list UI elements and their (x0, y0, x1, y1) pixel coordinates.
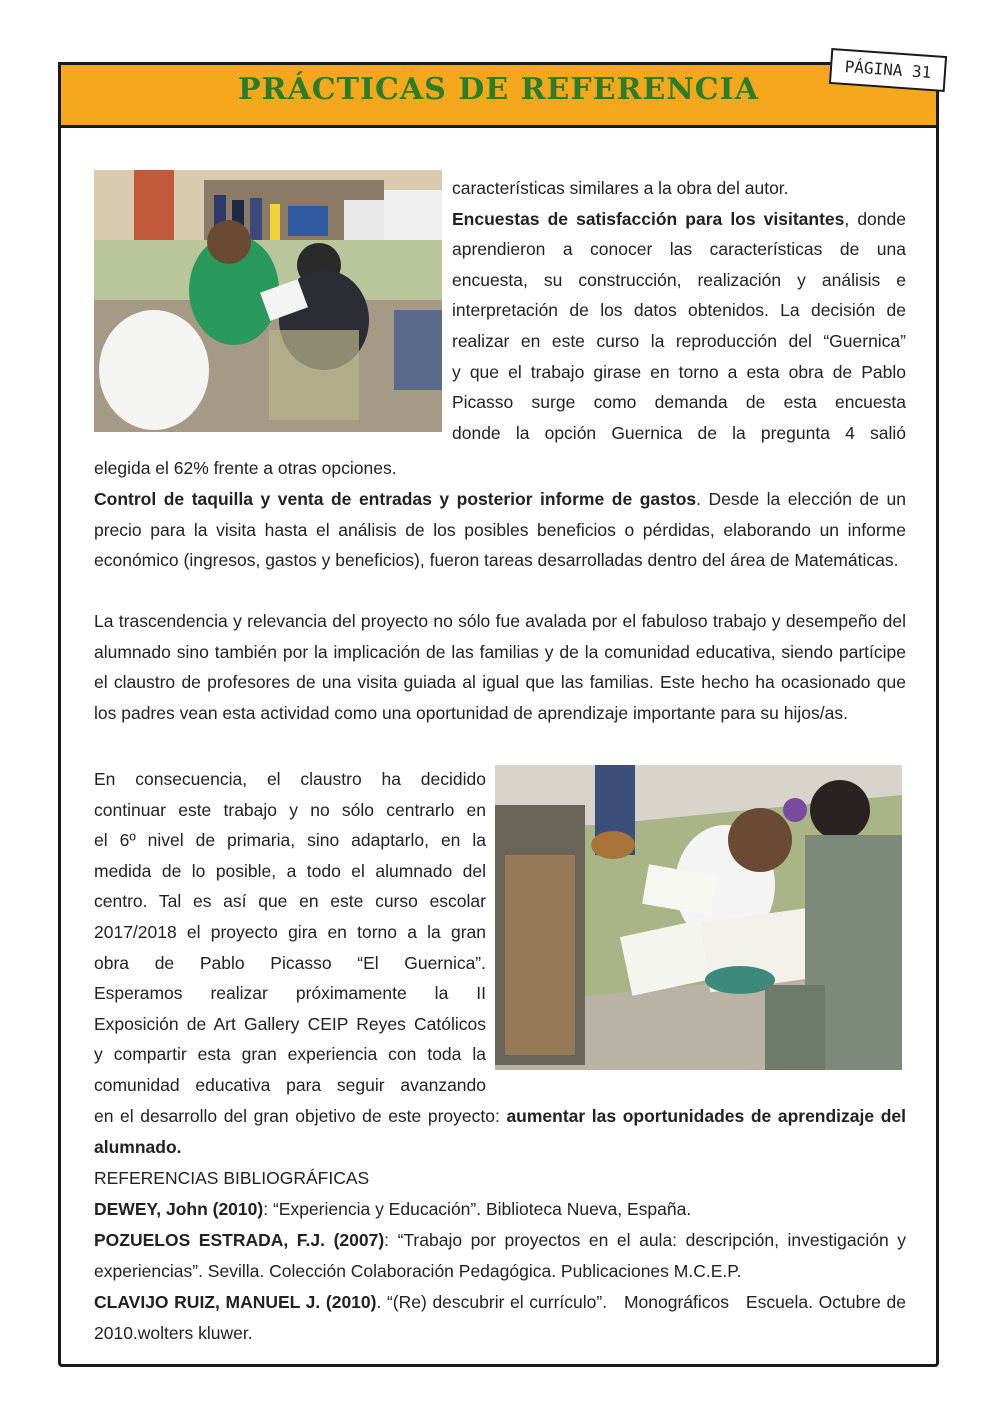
reference-item (94, 1287, 911, 1348)
page-title: PRÁCTICAS DE REFERENCIA (238, 72, 759, 107)
intro-line: características similares a la obra del autor. (452, 178, 789, 198)
reference-author: CLAVIJO RUIZ, MANUEL J. (2010) (94, 1292, 377, 1312)
survey-line-3: encuesta, su construcción, realización y análisis e (452, 269, 906, 290)
photo-2-illustration (495, 765, 902, 1070)
photo-1-illustration (94, 170, 442, 432)
consequence-line-4: medida de lo posible, a todo el alumnado del (94, 860, 486, 881)
consequence-conclusion (94, 1101, 906, 1162)
reference-item (94, 1225, 906, 1286)
survey-line-4: interpretación de los datos obtenidos. La decisión de (452, 300, 906, 321)
consequence-line-5: centro. Tal es así que en este curso escolar (94, 891, 486, 912)
photo-students-desk (495, 765, 902, 1070)
survey-line-2: aprendieron a conocer las características de una (452, 239, 906, 260)
reference-text: : “Experiencia y Educación”. Biblioteca Nueva, España. (263, 1199, 692, 1219)
consequence-line-8: Esperamos realizar próximamente la II (94, 983, 486, 1004)
survey-line-5: realizar en este curso la reproducción del “Guernica” (452, 330, 906, 351)
reference-item (94, 1194, 906, 1225)
reference-text: . “(Re) descubrir el currículo”. Monográficos Escuela. Octubre de 2010.wolters kluwer. (94, 1292, 911, 1343)
consequence-line-7: obra de Pablo Picasso “El Guernica”. (94, 952, 486, 973)
control-paragraph (94, 484, 906, 576)
control-text: . Desde la elección de un precio para la visita hasta el análisis de los posibles beneficios o pérdidas, elaborando un informe económico (ingresos, gastos y beneficios), fueron tareas desarrolladas dentro del área de Matemáticas. (94, 489, 906, 571)
conclusion-highlight: aumentar las oportunidades de aprendizaje del alumnado. (94, 1106, 906, 1157)
consequence-line-10: y compartir esta gran experiencia con toda la (94, 1044, 486, 1065)
survey-line-1-rest: , donde (844, 208, 906, 229)
consequence-line-11: comunidad educativa para seguir avanzando (94, 1074, 486, 1095)
survey-line-8: donde la opción Guernica de la pregunta 4 salió (452, 422, 906, 443)
consequence-line-9: Exposición de Art Gallery CEIP Reyes Católicos (94, 1013, 486, 1034)
intro-paragraph (452, 173, 906, 448)
conclusion-text: en el desarrollo del gran objetivo de este proyecto: (94, 1106, 507, 1126)
control-heading: Control de taquilla y venta de entradas y posterior informe de gastos (94, 489, 697, 509)
consequence-line-3: el 6º nivel de primaria, sino adaptarlo, en la (94, 830, 486, 851)
references-heading: REFERENCIAS BIBLIOGRÁFICAS (94, 1168, 370, 1188)
reference-author: DEWEY, John (2010) (94, 1199, 264, 1219)
survey-heading: Encuestas de satisfacción para los visitantes (452, 208, 845, 229)
consequence-line-1: En consecuencia, el claustro ha decidido (94, 769, 486, 789)
reference-author: POZUELOS ESTRADA, F.J. (2007) (94, 1230, 385, 1250)
consequence-line-2: continuar este trabajo y no sólo centrarlo en (94, 799, 486, 820)
consequence-line-6: 2017/2018 el proyecto gira en torno a la gran (94, 921, 486, 942)
survey-line-1 (452, 204, 906, 235)
survey-line-6: y que el trabajo girase en torno a esta obra de Pablo (452, 361, 906, 382)
relevance-paragraph: La trascendencia y relevancia del proyecto no sólo fue avalada por el fabuloso trabajo y desempeño del alumnado sino también por la implicación de las familias y de la comunidad educativa, siendo partícipe el claustro de profesores de una visita guiada al igual que las familias. Este hecho ha ocasionado que los padres vean esta actividad como una oportunidad de aprendizaje importante para su hijos/as. (94, 611, 906, 723)
survey-line-7: Picasso surge como demanda de esta encuesta (452, 392, 906, 413)
consequence-paragraph (94, 764, 486, 1101)
survey-conclusion: elegida el 62% frente a otras opciones. (94, 458, 397, 478)
reference-text: : “Trabajo por proyectos en el aula: descripción, investigación y experiencias”. Sevilla. Colección Colaboración Pedagógica. Publicaciones M.C.E.P. (94, 1230, 906, 1281)
photo-classroom-reading (94, 170, 442, 432)
page-number-tag: PÁGINA 31 (829, 48, 947, 92)
